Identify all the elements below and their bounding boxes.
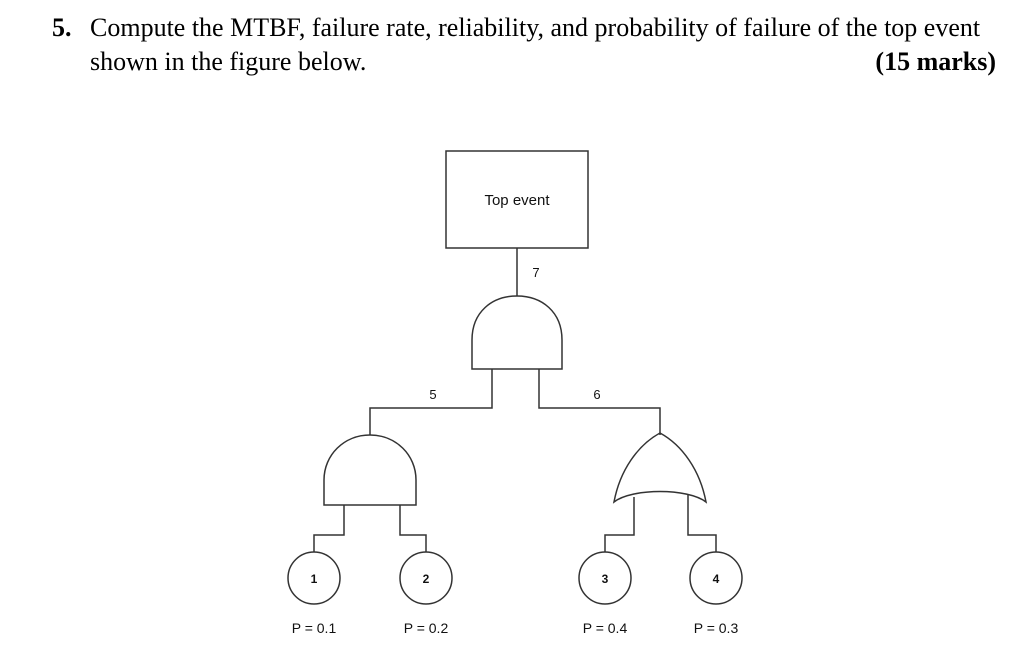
top-event-label: Top event	[484, 192, 550, 209]
basic-event-2-id: 2	[422, 572, 430, 586]
basic-event-4-probability: P = 0.3	[693, 620, 739, 636]
connector-gate-to-event-1	[314, 505, 344, 552]
question-marks: (15 marks)	[875, 47, 996, 76]
question-number: 5.	[52, 13, 72, 42]
question-text-line-1: Compute the MTBF, failure rate, reliability, and probability of failure of the top event	[90, 13, 981, 42]
right-or-gate	[614, 433, 706, 502]
connector-5	[370, 369, 492, 435]
connector-gate-to-event-3	[605, 497, 634, 552]
top-and-gate	[472, 296, 562, 369]
label-5: 5	[429, 387, 437, 402]
question-text-line-2: shown in the figure below.	[90, 47, 367, 76]
basic-event-1-id: 1	[310, 572, 318, 586]
connector-gate-to-event-2	[400, 505, 426, 552]
basic-event-3-probability: P = 0.4	[582, 620, 628, 636]
basic-event-2-probability: P = 0.2	[403, 620, 449, 636]
left-and-gate	[324, 435, 416, 505]
basic-event-4-id: 4	[712, 572, 720, 586]
connector-gate-to-event-4	[688, 494, 716, 552]
label-6: 6	[593, 387, 601, 402]
connector-6	[539, 369, 660, 435]
basic-event-1-probability: P = 0.1	[291, 620, 337, 636]
label-7: 7	[532, 265, 540, 280]
basic-event-3-id: 3	[601, 572, 609, 586]
